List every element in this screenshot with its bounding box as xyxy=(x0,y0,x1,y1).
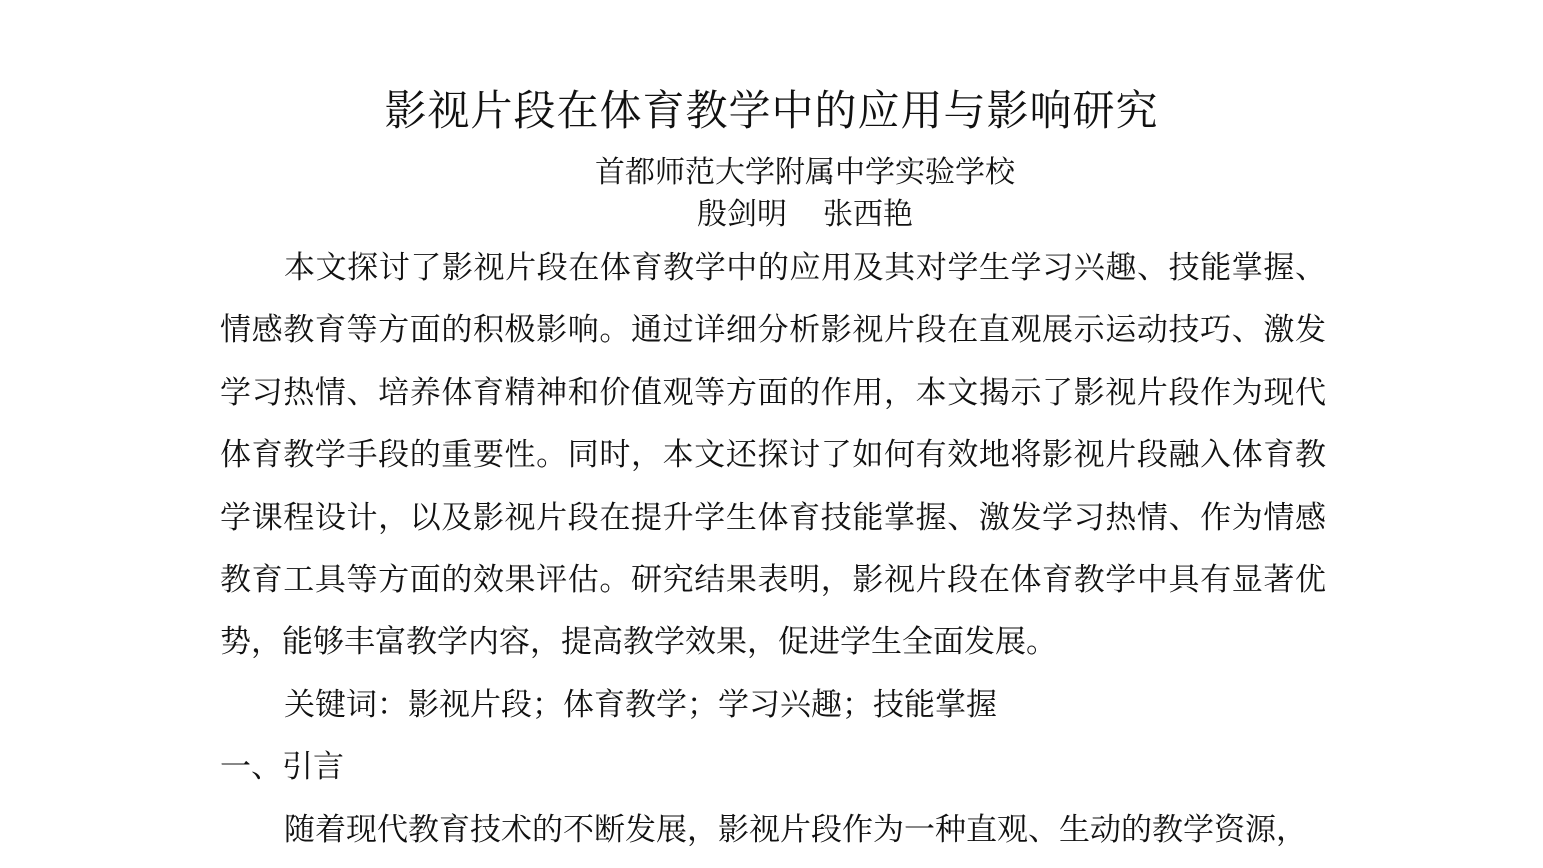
author-names xyxy=(0,194,1543,236)
section-heading-introduction: 一、引言 xyxy=(220,749,344,785)
paper-title: 影视片段在体育教学中的应用与影响研究 xyxy=(384,86,1159,135)
author-name: 殷剑明 xyxy=(697,197,787,232)
author-affiliation: 首都师范大学附属中学实验学校 xyxy=(595,155,1015,190)
introduction-paragraph: 随着现代教育技术的不断发展，影视片段作为一种直观、生动的教学资源， xyxy=(284,812,1307,848)
keywords-line: 关键词：影视片段；体育教学；学习兴趣；技能掌握 xyxy=(284,687,997,723)
author-name: 张西艳 xyxy=(823,197,913,232)
abstract-paragraph: 本文探讨了影视片段在体育教学中的应用及其对学生学习兴趣、技能掌握、情感教育等方面的积极影响。通过详细分析影视片段在直观展示运动技巧、激发学习热情、培养体育精神和价值观等方面的作用，本文揭示了影视片段作为现代体育教学手段的重要性。同时，本文还探讨了如何有效地将影视片段融入体育教学课程设计，以及影视片段在提升学生体育技能掌握、激发学习热情、作为情感教育工具等方面的效果评估。研究结果表明，影视片段在体育教学中具有显著优势，能够丰富教学内容，提高教学效果，促进学生全面发展。 xyxy=(220,250,1326,661)
